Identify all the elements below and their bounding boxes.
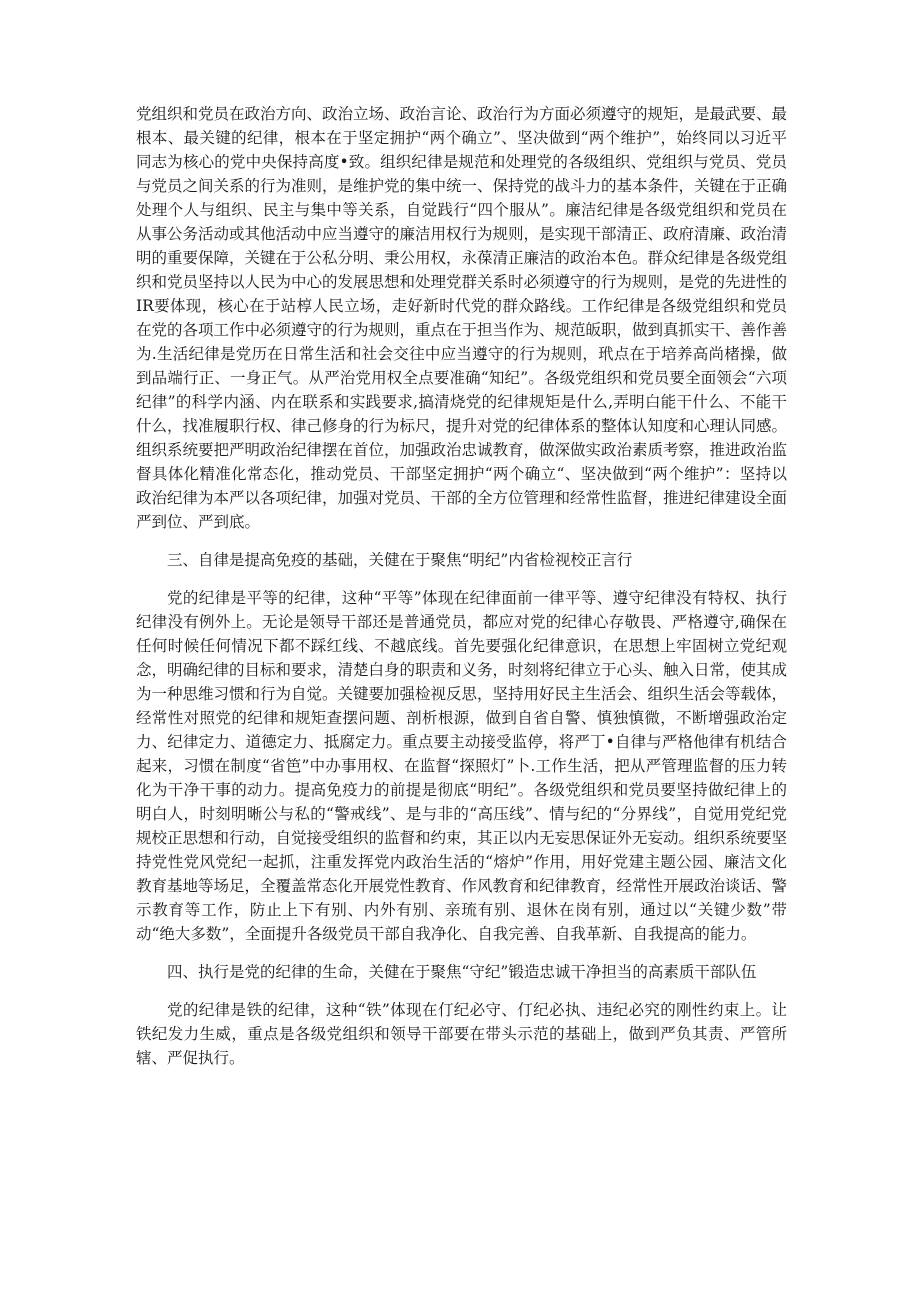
- paragraph-discipline-types: 党组织和党员在政治方向、政治立场、政治言论、政治行为方面必须遵守的规矩，是最武要、最根本、最关键的纪律，根本在于坚定拥护“两个确立”、坚决做到“两个维护”，始终同以习近平同志为核心的党中央保持高度•致。组织纪律是规范和处理党的各级组织、党组织与党员、党员与党员之间关系的行为准则，是维护党的集中统一、保持党的战斗力的基本条件，关键在于正确处理个人与组织、民主与集中等关系，自觉践行“四个服从”。廉洁纪律是各级党组织和党员在从事公务活动或其他活动中应当遵守的廉洁用权行为规则，是实现干部清正、政府清廉、政治清明的重要保障，关键在于公私分明、秉公用权，永葆清正廉洁的政治本色。群众纪律是各级党组织和党员坚持以人民为中心的发展思想和处理党群关系时必须遵守的行为规则，是党的先进性的IR要体现，核心在于站椁人民立场，走好新时代党的群众路线。工作纪律是各级党组织和党员在党的各项工作中必须遵守的行为规则，重点在于担当作为、规范皈职，做到真抓实干、善作善为.生活纪律是党历在日常生活和社会交往中应当遵守的行为规则，玳点在于培养高尚楮操，做到品端行正、一身正气。从严治党用权全点要准确“知纪”。各级党组织和党员要全面领会“六项纪律”的科学内涵、内在联系和实践要求,搞清烧党的纪律规矩是什么,弄明白能干什么、不能干什么，找准履职行权、律己修身的行为标尺，提升对党的纪律体系的整体认知度和心理认同感。组织系统要把严明政治纪律摆在首位，加强政治忠诚教育，做深做实政治素质考察，推进政治监督具体化精准化常态化，推动党员、干部坚定拥护“两个确立“、坚决做到“两个维护”：坚持以政治纪律为本严以各项纪律，加强对党员、干部的全方位管理和经常性监督，推进纪律建设全面严到位、严到底。: [136, 105, 788, 531]
- document-body: [136, 102, 787, 1084]
- section-heading-four: 四、执行是党的纪律的生命，关健在于聚焦“守纪”锻造忠诚干净担当的高素质干部队伍: [167, 963, 757, 981]
- paragraph-execution: 党的纪律是铁的纪律，这种“铁”体现在仃纪必守、仃纪必执、违纪必究的刚性约束上。让铁纪发力生威，重点是各级党组织和领导干部要在带头示范的基础上，做到严负其责、严管所辖、严促执行。: [136, 1001, 787, 1067]
- paragraph-self-discipline: 党的纪律是平等的纪律，这种“平等”体现在纪律面前一律平等、遵守纪律没有特权、执行纪律没有例外上。无论是领导干部还是普通党员，都应对党的纪律心存敬畏、严格遵守,确保在任何时候任何情况下都不踩红线、不越底线。首先要强化纪律意识，在思想上牢固树立党纪观念，明确纪律的目标和要求，清楚白身的职责和义务，时刻将纪律立于心头、触入日常，使其成为一种思维习惯和行为自觉。关键要加强检视反思，坚持用好民主生活会、组织生活会等载体，经常性对照党的纪律和规矩查摆问题、剖析根源，做到自省自警、慎独慎微，不断增强政治定力、纪律定力、道德定力、抵腐定力。重点要主动接受监停，将严丁•自律与严格他律有机结合起来，习惯在制度“省笆”中办事用权、在监督“探照灯”卜.工作生活，把从严管理监督的压力转化为干净干事的动力。提高免疫力的前提是彻底“明纪”。各级党组织和党员要坚持做纪律上的明白人，时刻明晰公与私的“警戒线”、是与非的“高压线”、情与纪的“分界线”，自觉用党纪党规校正思想和行动，自觉接受组织的监督和约束，其正以内无妄思保证外无妄动。组织系统要坚持党性党风党纪一起抓，注重发挥党内政治生活的“熔炉”作用，用好党建主题公园、廉洁文化教育基地等场足，全覆盖常态化开展党性教育、作风教育和纪律教育，经常性开展政治谈话、警示教育等工作，防止上下有别、内外有别、亲琉有别、退休在岗有别，通过以“关键少数”带动“绝大多数”，全面提升各级党员干部自我净化、自我完善、自我革新、自我提高的能力。: [136, 589, 788, 943]
- section-heading-three: 三、自律是提高免疫的基础，关健在于聚焦“明纪”内省检视校正言行: [167, 551, 633, 569]
